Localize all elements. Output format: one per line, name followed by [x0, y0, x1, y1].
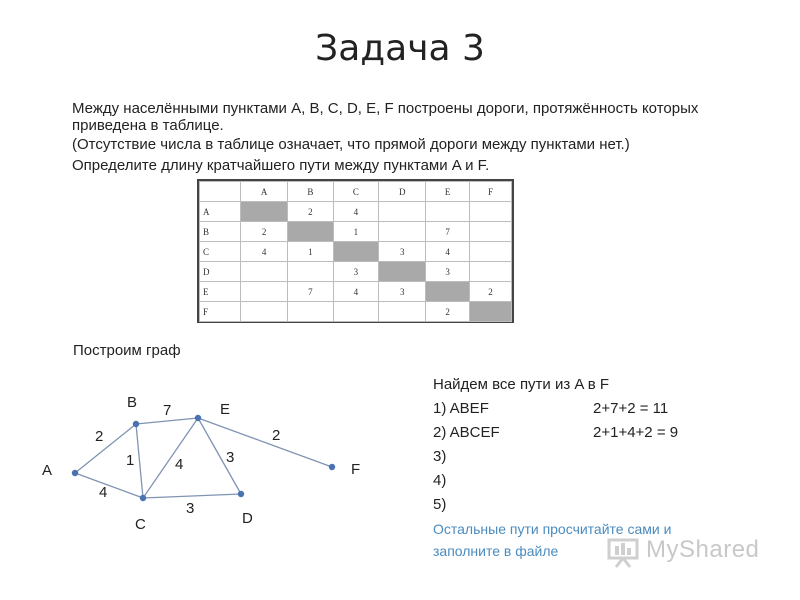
path-item — [433, 421, 679, 445]
path-formula: 2+1+4+2 = 9 — [593, 424, 679, 441]
node-label: A — [42, 462, 53, 479]
path-item — [433, 397, 669, 421]
table-header-cell: C — [333, 182, 378, 202]
table-cell: 4 — [426, 242, 470, 262]
path-formula: 2+7+2 = 11 — [593, 400, 669, 417]
table-cell: 4 — [333, 282, 378, 302]
table-cell: 1 — [333, 222, 378, 242]
graph-node-a — [72, 470, 78, 476]
edge-weight-label: 4 — [99, 484, 108, 501]
path-label: 1) ABEF — [433, 400, 489, 417]
paths-heading: Найдем все пути из A в F — [433, 376, 610, 393]
graph-edge-a-c — [75, 473, 143, 498]
paths-section — [433, 373, 679, 517]
table-cell: 3 — [379, 282, 426, 302]
table-header-cell: D — [379, 182, 426, 202]
table-cell: 4 — [241, 242, 288, 262]
instruction-note: Остальные пути просчитайте сами и заполните в файле — [433, 521, 672, 559]
graph-node-e — [195, 415, 201, 421]
graph-node-c — [140, 495, 146, 501]
graph-node-labels — [42, 394, 360, 533]
node-label: E — [220, 401, 231, 418]
table-cell: 3 — [379, 242, 426, 262]
table-header-cell: A — [241, 182, 288, 202]
table-row-header: B — [200, 222, 241, 242]
table-cell: 2 — [469, 282, 511, 302]
edge-weight-label: 2 — [95, 428, 104, 445]
graph-node-d — [238, 491, 244, 497]
path-item — [433, 469, 609, 493]
table-cell: 7 — [288, 282, 333, 302]
table-row-header: D — [200, 262, 241, 282]
path-label: 5) — [433, 496, 447, 513]
path-label: 2) ABCEF — [433, 424, 500, 441]
table-cell: 2 — [288, 202, 333, 222]
slide-title: Задача 3 — [315, 28, 485, 69]
watermark-text: MyShared — [646, 536, 760, 563]
table-cell: 2 — [426, 302, 470, 322]
edge-weight-label: 4 — [175, 456, 184, 473]
table-row-header: A — [200, 202, 241, 222]
path-label: 4) — [433, 472, 447, 489]
edge-weight-label: 1 — [126, 452, 135, 469]
edge-weight-label: 2 — [272, 427, 281, 444]
graph-edge-c-e — [143, 418, 198, 498]
edge-weight-label: 7 — [163, 402, 172, 419]
table-row-header: E — [200, 282, 241, 302]
path-item — [433, 445, 609, 469]
graph-node-b — [133, 421, 139, 427]
node-label: F — [351, 461, 361, 478]
graph-edges — [75, 418, 332, 498]
table-cell: 2 — [241, 222, 288, 242]
problem-text-3: Определите длину кратчайшего пути между пунктами A и F. — [72, 157, 490, 174]
graph-title: Построим граф — [73, 342, 181, 359]
problem-text-1: Между населёнными пунктами A, B, C, D, E, F построены дороги, протяжённость которых приведена в таблице. — [72, 100, 699, 134]
presentation-board-icon — [606, 534, 642, 568]
table-cell: 1 — [288, 242, 333, 262]
table-row-header: F — [200, 302, 241, 322]
node-label: D — [242, 510, 253, 527]
node-label: B — [127, 394, 138, 411]
watermark — [606, 534, 776, 568]
table-cell: 7 — [426, 222, 470, 242]
graph-edge-c-d — [143, 494, 241, 498]
table-row-header: C — [200, 242, 241, 262]
table-header-cell: B — [288, 182, 333, 202]
edge-weight-label: 3 — [186, 500, 195, 517]
graph-edge-e-f — [198, 418, 332, 467]
edge-weight-label: 3 — [226, 449, 235, 466]
graph-edge-d-e — [198, 418, 241, 494]
table-header-cell: E — [426, 182, 470, 202]
graph-edge-b-c — [136, 424, 143, 498]
table-cell: 3 — [333, 262, 378, 282]
table-header-cell: F — [469, 182, 511, 202]
table-cell: 3 — [426, 262, 470, 282]
problem-text-2: (Отсутствие числа в таблице означает, что прямой дороги между пунктами нет.) — [72, 136, 630, 153]
path-label: 3) — [433, 448, 447, 465]
table-cell: 4 — [333, 202, 378, 222]
path-item — [433, 493, 609, 517]
graph-node-f — [329, 464, 335, 470]
node-label: C — [135, 516, 146, 533]
